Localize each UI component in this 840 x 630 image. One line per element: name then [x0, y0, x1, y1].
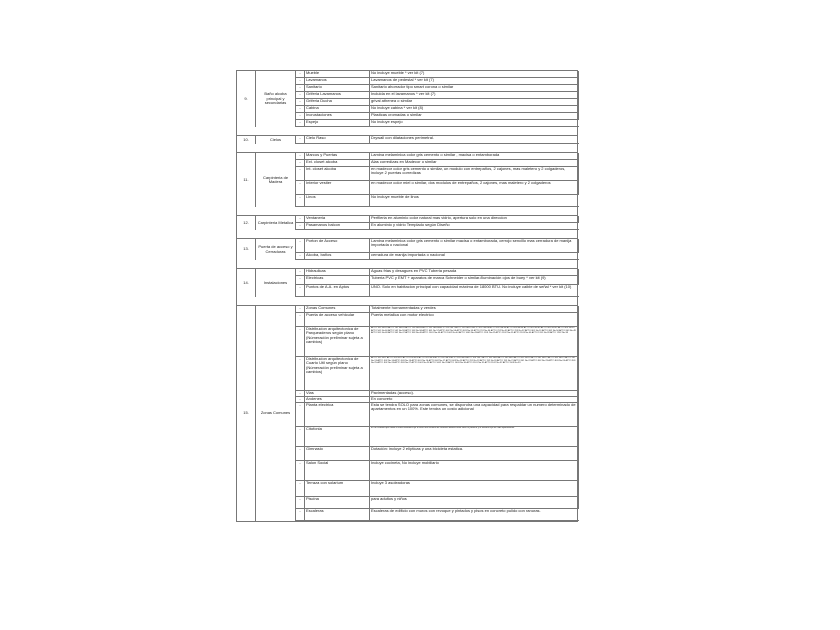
- row-dash: -: [296, 181, 305, 195]
- spec-description: En concreto: [370, 397, 579, 403]
- section-number: 9.: [237, 71, 256, 127]
- section-number: 14.: [237, 269, 256, 297]
- section-gap: [236, 127, 578, 135]
- specification-table: [236, 70, 578, 522]
- section-gap: [236, 230, 578, 238]
- spec-description: Incluida en el lavamanos * ver kit (7): [370, 92, 579, 99]
- spec-description: Es un sistema que utiliza la línea telefónica fija o móvil una terminal de citofonía bidireccional entre la portería y el teléfono fijo de cada apartamento: [370, 427, 579, 447]
- spec-section: [236, 135, 578, 144]
- section-number: 13.: [237, 239, 256, 260]
- spec-description: Drywall con dilataciones perimetral.: [370, 136, 579, 144]
- row-dash: -: [296, 136, 305, 144]
- row-dash: -: [296, 223, 305, 230]
- spec-item: Puntos de A.A. en Aptos: [305, 285, 370, 297]
- row-dash: -: [296, 160, 305, 167]
- row-dash: -: [296, 397, 305, 403]
- row-dash: -: [296, 216, 305, 223]
- spec-item: Pasamanos balcon: [305, 223, 370, 230]
- row-dash: -: [296, 153, 305, 160]
- spec-item: Puerta de acceso vehicular: [305, 313, 370, 327]
- spec-item: Distribucion arquitectonica de Cuarto Util según plano (Númeración preliminar sujeta a cambios): [305, 357, 370, 391]
- spec-item: Salon Social: [305, 461, 370, 481]
- section-title: Puerta de acceso y Cerraduras: [256, 239, 296, 260]
- section-title: Instalaciones: [256, 269, 296, 297]
- spec-item: Griferia Lavamanos: [305, 92, 370, 99]
- spec-description: Esta se tendra SOLO para zonas comunes, se dispondra una capacidad para respaldar un numero determinado de apartamentos en un 100%. Este tendra un costo adicional: [370, 403, 579, 427]
- spec-item: Vias: [305, 391, 370, 397]
- spec-description: Escaleras de edificio con muros con revoque y pintados y pisos en concreto pulido con ranuras.: [370, 509, 579, 521]
- spec-item: Piscina: [305, 497, 370, 509]
- row-dash: -: [296, 253, 305, 260]
- spec-description: Dotación: incluye 2 elípticas y una bicicleta estatica.: [370, 447, 579, 461]
- spec-item: Distribucion arquitectonica de Parqueaderos según plano (Númeración preliminar sujeta a cambios): [305, 327, 370, 357]
- section-title: Carpinteria de Madera: [256, 153, 296, 207]
- section-gap: [236, 260, 578, 268]
- spec-item: Sanitario: [305, 85, 370, 92]
- row-dash: -: [296, 427, 305, 447]
- spec-item: Gimnasio: [305, 447, 370, 461]
- row-dash: -: [296, 71, 305, 78]
- section-title: Carpinteria Metalica: [256, 216, 296, 230]
- row-dash: -: [296, 99, 305, 106]
- spec-section: [236, 215, 578, 230]
- spec-description: No incluye cabina * ver kit (8): [370, 106, 579, 113]
- row-dash: -: [296, 306, 305, 313]
- row-dash: -: [296, 269, 305, 276]
- spec-item: Citofonia: [305, 427, 370, 447]
- spec-item: Andenes: [305, 397, 370, 403]
- row-dash: -: [296, 327, 305, 357]
- spec-description: grival athenea o similar: [370, 99, 579, 106]
- spec-description: Lamina melaminica color gris cemento o similar , macisa o entamborada: [370, 153, 579, 160]
- row-dash: -: [296, 195, 305, 207]
- spec-description: No incluye espejo: [370, 120, 579, 127]
- spec-item: Int. closet alcoba: [305, 167, 370, 181]
- spec-description: Totalmente hornamentadas y verdes: [370, 306, 579, 313]
- section-title: Cielos: [256, 136, 296, 144]
- spec-description: Plasticas cromadas o similar: [370, 113, 579, 120]
- row-dash: -: [296, 447, 305, 461]
- row-dash: -: [296, 285, 305, 297]
- spec-description: No incluye mueble de linos: [370, 195, 579, 207]
- section-number: 15.: [237, 306, 256, 521]
- spec-item: Cabina: [305, 106, 370, 113]
- spec-item: Marcos y Puertas: [305, 153, 370, 160]
- spec-item: Mueble: [305, 71, 370, 78]
- row-dash: -: [296, 78, 305, 85]
- row-dash: -: [296, 509, 305, 521]
- spec-section: [236, 238, 578, 260]
- spec-description: Tuberia PVC y EMT + aparatos de marca Schneider o similar./iluminación ojos de buey * ver kit (9): [370, 276, 579, 285]
- spec-item: Electricas: [305, 276, 370, 285]
- spec-item: Planta electrica: [305, 403, 370, 427]
- row-dash: -: [296, 85, 305, 92]
- spec-description: cerradura de manija importada o nacional: [370, 253, 579, 260]
- row-dash: -: [296, 391, 305, 397]
- spec-description: Puerta metalica con motor electrico: [370, 313, 579, 327]
- spec-section: [236, 152, 578, 207]
- section-gap: [236, 144, 578, 152]
- row-dash: -: [296, 92, 305, 99]
- spec-description: UNO. Solo en habitacion principal con capacidad máxima de 18000 BTU. No incluye caible de señal * ver kit (10): [370, 285, 579, 297]
- row-dash: -: [296, 481, 305, 497]
- spec-item: Lavamanos: [305, 78, 370, 85]
- spec-item: Espejo: [305, 120, 370, 127]
- spec-section: [236, 268, 578, 297]
- spec-item: Alcoba, baños: [305, 253, 370, 260]
- spec-item: Incrustaciones: [305, 113, 370, 120]
- row-dash: -: [296, 497, 305, 509]
- spec-description: Incluye 3 asoleadoras: [370, 481, 579, 497]
- spec-item: Interior vestier: [305, 181, 370, 195]
- spec-section: [236, 305, 578, 522]
- spec-item: Escaleras: [305, 509, 370, 521]
- spec-description: en madecor color gris cemento o similar, un modulo con entrepaños, 2 cajones, mas maletero y 2 colgaderos, incluye 2 puertas corredizas: [370, 167, 579, 181]
- spec-description: Lavamanos de pedestal * ver kit (7): [370, 78, 579, 85]
- row-dash: -: [296, 461, 305, 481]
- spec-description: Lamina melaminica color gris cemento o similar macisa o entamborada, cerrojo sencillo mas cerradura de manija importada o nacional: [370, 239, 579, 253]
- spec-description: en madecor color miel o similar, dos modulos de entrepaños, 2 cajones, mas maletero y 2 colgaderos: [370, 181, 579, 195]
- spec-description: Aguas frias y desagues en PVC Tuberia pesada: [370, 269, 579, 276]
- row-dash: -: [296, 106, 305, 113]
- row-dash: -: [296, 239, 305, 253]
- spec-item: Zonas Comunes: [305, 306, 370, 313]
- section-gap: [236, 207, 578, 215]
- section-number: 11.: [237, 153, 256, 207]
- row-dash: -: [296, 120, 305, 127]
- row-dash: -: [296, 167, 305, 181]
- section-number: 12.: [237, 216, 256, 230]
- section-title: Zonas Comunes: [256, 306, 296, 521]
- spec-item: Terraza con solarium: [305, 481, 370, 497]
- spec-description: Perfileria en aluminio color natural mas vidrio, apertura solo en una direccion: [370, 216, 579, 223]
- spec-description: En aluminio y vidrio Templado según Diseño: [370, 223, 579, 230]
- row-dash: -: [296, 357, 305, 391]
- row-dash: -: [296, 403, 305, 427]
- spec-item: Linos: [305, 195, 370, 207]
- spec-description: No incluye mueble * ver kit (7): [370, 71, 579, 78]
- spec-item: Griferia Ducha: [305, 99, 370, 106]
- spec-item: Hidraulicas: [305, 269, 370, 276]
- spec-item: Ventaneria: [305, 216, 370, 223]
- section-gap: [236, 297, 578, 305]
- row-dash: -: [296, 313, 305, 327]
- spec-description: Alas corredizas en Madecor o similar: [370, 160, 579, 167]
- spec-description: APTO 101 No.1 APTO 102 No.2 APTO 103 No.3 APTO 201 No.4 APTO 202 No.5 APTO 203 No.6 APTO 301 No.7 APTO 302 No.8 APTO 303 No.9 APTO 401 No.10 APTO 402 No.11 APTO 403 No.12 APTO 501 No.13 APTO 502 No.14 APTO 503 No.15 APTO 601 No.16 APTO 602 No.17 APTO 603 No.18 APTO 701 No.19 APTO 702 No.20 APTO 703 No.21 APTO 801 No.22 APTO 802 No.23 APTO 803 No.24 APTO 901 No.25 APTO 902 No.26 APTO 903 No.27 APTO 1001 No.28 APTO 1002 No.29 APTO 1003 No.30 APTO 1101 No.31 APTO 1102 No.32 APTO 1103 No.33: [370, 357, 579, 391]
- spec-description: para adultos y niños: [370, 497, 579, 509]
- spec-description: Incluye cocineta, No incluye mobiliario: [370, 461, 579, 481]
- spec-description: Pavimentadas (acceso).: [370, 391, 579, 397]
- spec-item: Ext. closet alcoba: [305, 160, 370, 167]
- row-dash: -: [296, 276, 305, 285]
- spec-description: APTO 101 No.10 APTO 102 No.16 APTO 103 No.69 APTO 201 No.68 APTO 202 No.7 APTO 203 No.67 APTO 301 No.66 APTO 302 No.65 APTO 303 No.64 APTO 401 No.63 APTO 402 No.62 APTO 403 No.61 APTO 501 No.60 APTO 502 No.59 APTO 503 No.58 APTO 601 No.57 APTO 602 No.56 APTO 603 No.55 APTO 701 No.54 APTO 702 No.53 APTO 703 No.52 APTO 801 No.51 APTO 802 No.50 APTO 803 No.49 APTO 901 No.48 APTO 902 No.47 APTO 903 No.46 APTO 1001 No.45 APTO 1002 No.44 APTO 1003 No.43 APTO 1101 No.42 APTO 1102 No.41 APTO 1103 No.40 APTO 1201 No.39 APTO 1202 No.38: [370, 327, 579, 357]
- spec-section: [236, 70, 578, 127]
- section-title: Baño alcoba principal y secundarias: [256, 71, 296, 127]
- spec-item: Porton de Acceso: [305, 239, 370, 253]
- spec-item: Cielo Raso: [305, 136, 370, 144]
- row-dash: -: [296, 113, 305, 120]
- spec-description: Sanitario ahorrador tipo smart corona o similar: [370, 85, 579, 92]
- section-number: 10.: [237, 136, 256, 144]
